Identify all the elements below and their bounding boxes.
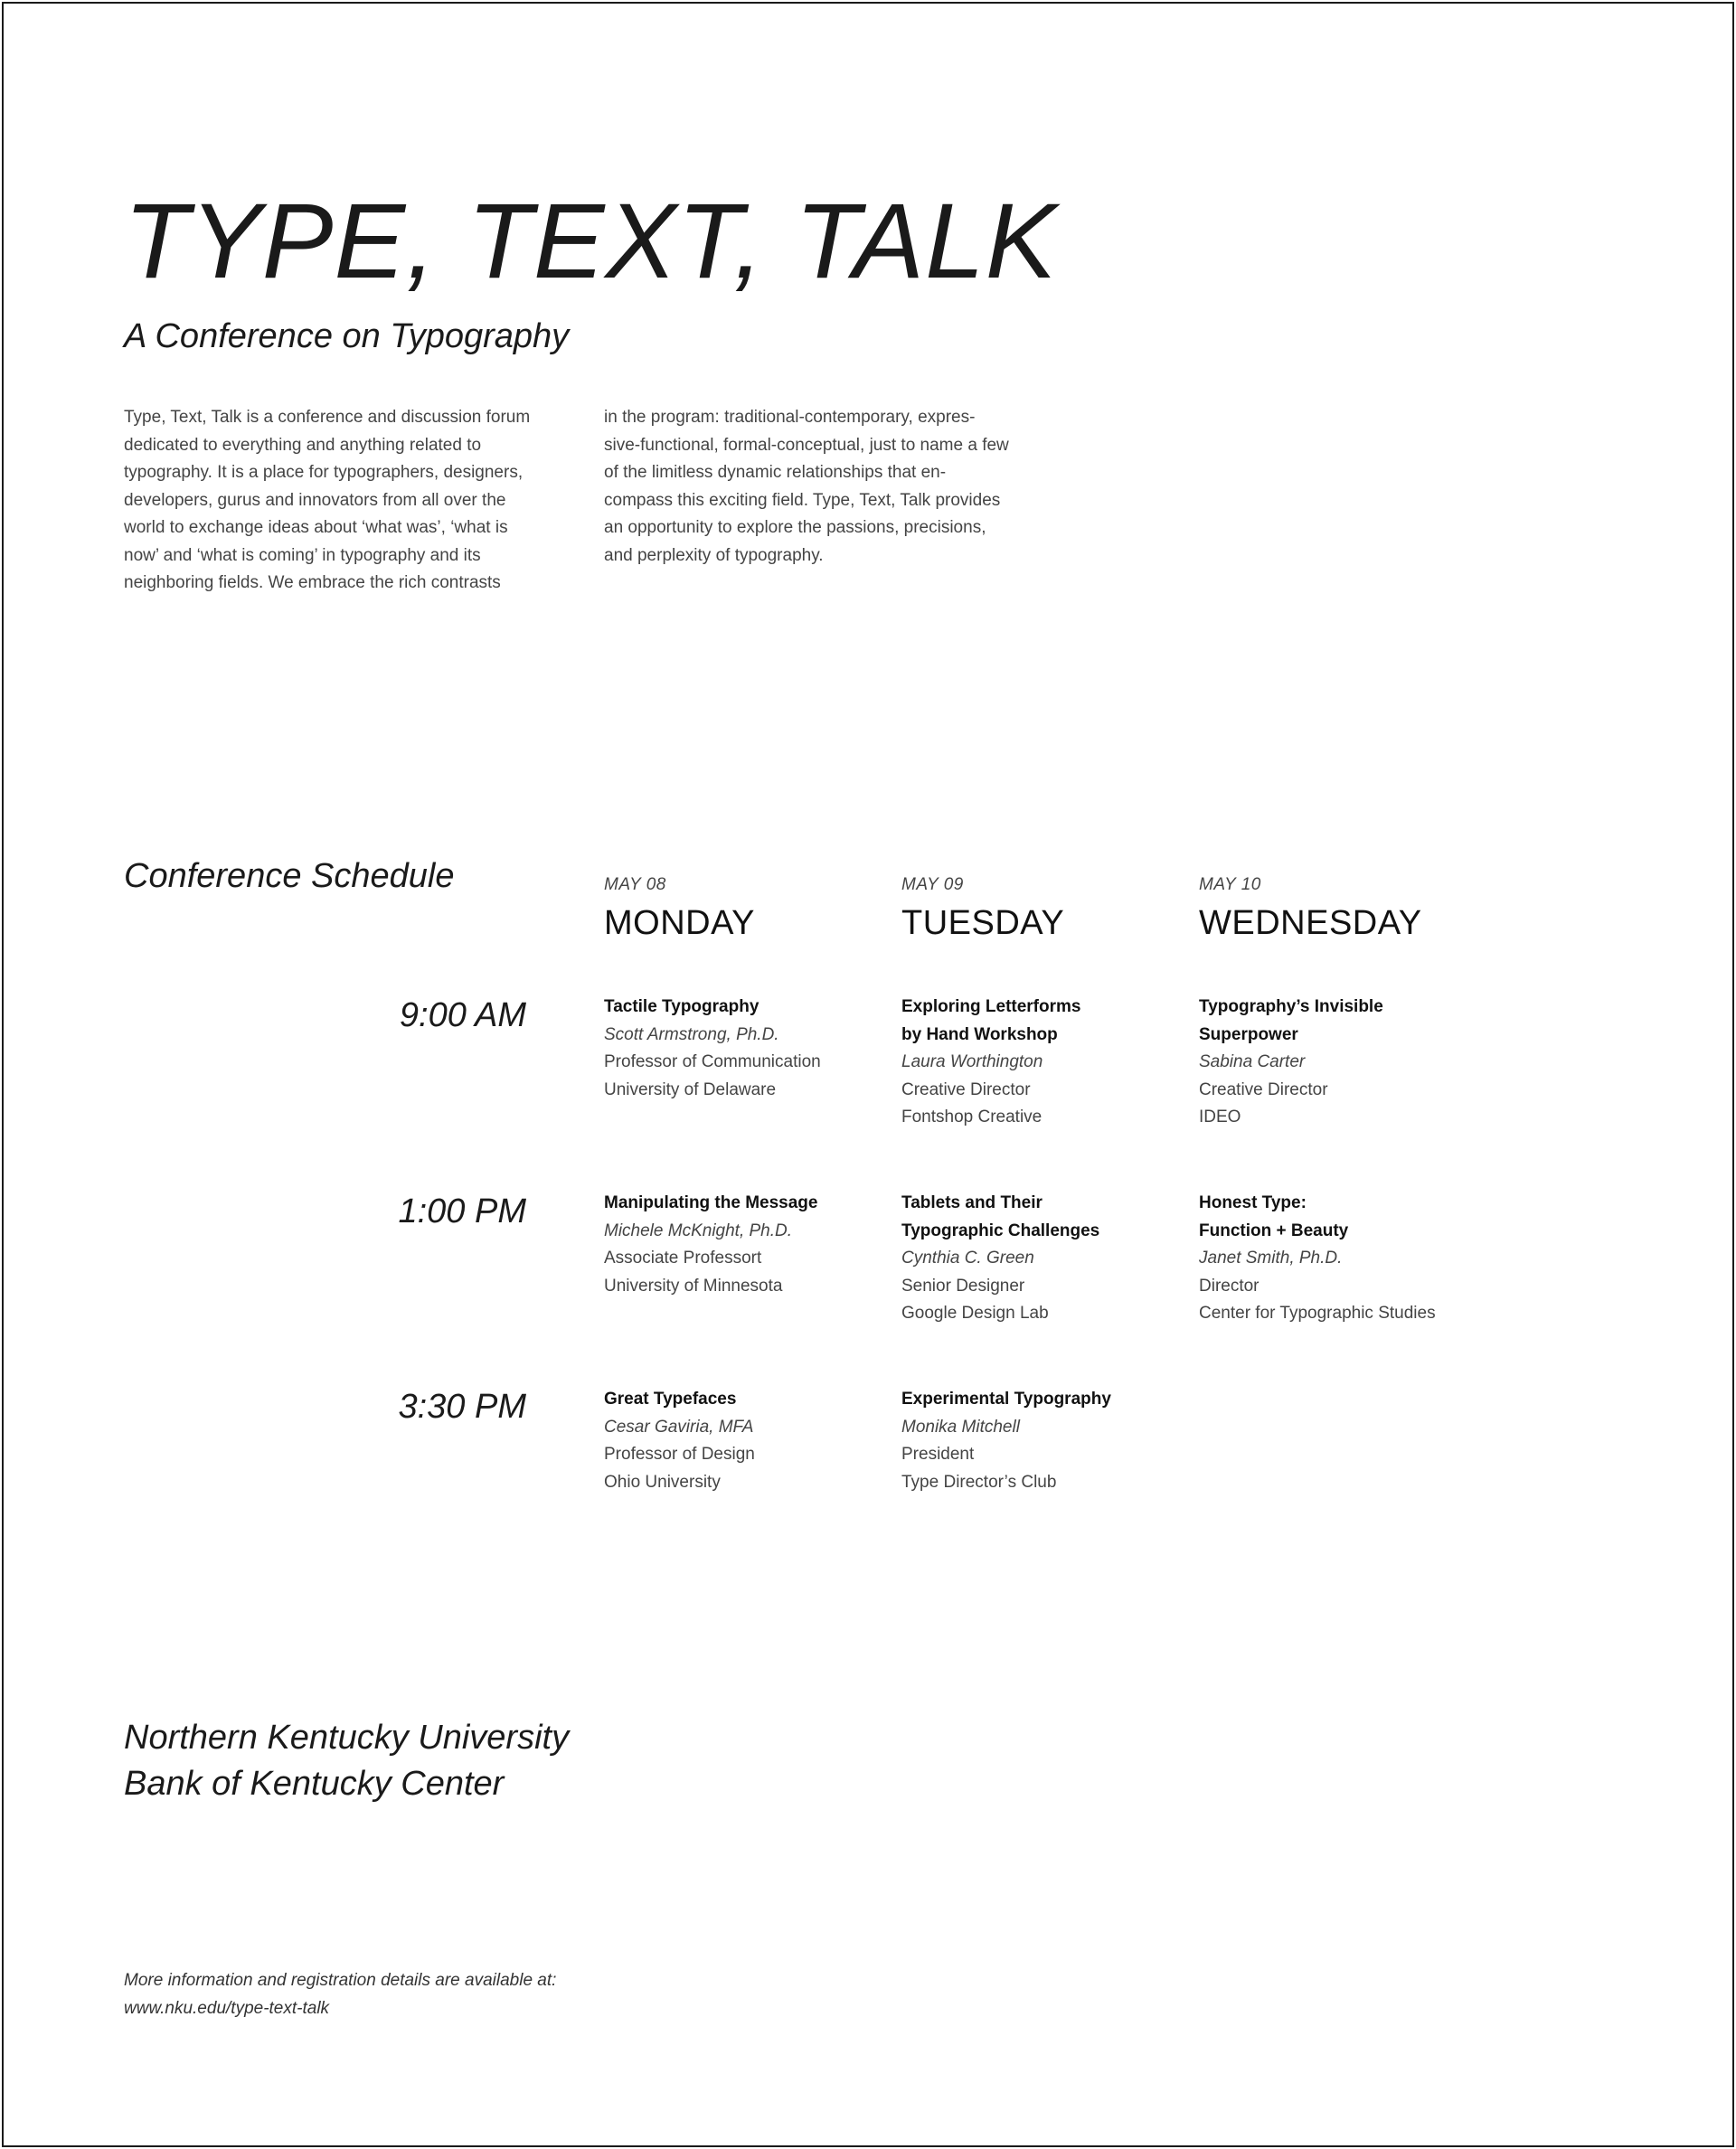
session-speaker-role: Director <box>1199 1276 1260 1296</box>
session-speaker-role: Creative Director <box>1199 1079 1328 1099</box>
session-speaker-role: Associate Professort <box>604 1249 762 1268</box>
session-title: Manipulating the Message <box>604 1193 818 1212</box>
day-header-wednesday <box>1199 872 1470 947</box>
session-speaker: Janet Smith, Ph.D. <box>1199 1249 1343 1268</box>
session-speaker-org: IDEO <box>1199 1107 1241 1126</box>
session-tuesday-330pm <box>901 1386 1182 1496</box>
session-monday-330pm <box>604 1386 884 1496</box>
day-header-tuesday <box>901 872 1173 947</box>
session-title: Experimental Typography <box>901 1390 1111 1409</box>
session-speaker-role: Professor of Communication <box>604 1052 821 1071</box>
day-date: MAY 08 <box>604 875 666 894</box>
footer-info-text: More information and registration details are available at: <box>124 1971 557 1990</box>
conference-title: TYPE, TEXT, TALK <box>124 182 1058 301</box>
session-title: Great Typefaces <box>604 1390 737 1409</box>
day-name: WEDNESDAY <box>1199 904 1422 942</box>
session-speaker: Cesar Gaviria, MFA <box>604 1417 754 1437</box>
conference-subtitle: A Conference on Typography <box>124 317 570 355</box>
day-name: MONDAY <box>604 904 755 942</box>
session-speaker-role: Creative Director <box>901 1079 1031 1099</box>
session-speaker-org: Center for Typographic Studies <box>1199 1304 1436 1323</box>
session-tuesday-9am <box>901 994 1182 1132</box>
time-slot-1pm: 1:00 PM <box>398 1192 526 1230</box>
intro-paragraph-column-2: in the program: traditional-contemporary, expres-sive-functional, formal-conceptual, just to name a few of the limitless dynamic relationships that en-compass this exciting field. Type, Text, Talk provides an opportunity to explore the passions, precisions, and perplexity of typography. <box>604 408 1009 565</box>
session-speaker-role: President <box>901 1445 975 1464</box>
session-speaker: Laura Worthington <box>901 1052 1043 1071</box>
session-title: Typography’s Invisible Superpower <box>1199 997 1383 1044</box>
session-speaker: Michele McKnight, Ph.D. <box>604 1221 793 1240</box>
footer-url: www.nku.edu/type-text-talk <box>124 1998 330 2018</box>
day-name: TUESDAY <box>901 904 1065 942</box>
day-date: MAY 09 <box>901 875 964 894</box>
time-slot-330pm: 3:30 PM <box>398 1388 526 1426</box>
session-speaker-org: University of Delaware <box>604 1079 777 1099</box>
venue-line-2: Bank of Kentucky Center <box>124 1765 505 1803</box>
session-title: Tablets and Their Typographic Challenges <box>901 1193 1100 1240</box>
session-speaker-org: Fontshop Creative <box>901 1107 1043 1126</box>
day-date: MAY 10 <box>1199 875 1261 894</box>
session-title: Honest Type: Function + Beauty <box>1199 1193 1349 1240</box>
session-speaker-org: Type Director’s Club <box>901 1472 1057 1492</box>
session-speaker: Cynthia C. Green <box>901 1249 1034 1268</box>
session-wednesday-1pm <box>1199 1190 1479 1328</box>
session-speaker-role: Professor of Design <box>604 1445 755 1464</box>
venue-line-1: Northern Kentucky University <box>124 1719 570 1757</box>
session-speaker: Scott Armstrong, Ph.D. <box>604 1024 779 1044</box>
session-wednesday-9am <box>1199 994 1479 1132</box>
schedule-heading: Conference Schedule <box>124 857 455 895</box>
session-speaker-org: Google Design Lab <box>901 1304 1049 1323</box>
day-header-monday <box>604 872 875 947</box>
session-speaker-org: University of Minnesota <box>604 1276 783 1296</box>
session-monday-9am <box>604 994 884 1104</box>
session-title: Exploring Letterforms by Hand Workshop <box>901 997 1081 1044</box>
footer-info <box>124 1967 556 2022</box>
session-speaker-role: Senior Designer <box>901 1276 1025 1296</box>
session-speaker-org: Ohio University <box>604 1472 721 1492</box>
session-tuesday-1pm <box>901 1190 1182 1328</box>
session-speaker: Monika Mitchell <box>901 1417 1020 1437</box>
venue <box>124 1715 569 1807</box>
intro-paragraph-column-1: Type, Text, Talk is a conference and discussion forum dedicated to everything and anything related to typography. It is a place for typographers, designers, developers, gurus and innovators from all over the world to exchange ideas about ‘what was’, ‘what is now’ and ‘what is coming’ in typography and its neighboring fields. We embrace the rich contrasts <box>124 408 531 592</box>
session-title: Tactile Typography <box>604 997 760 1016</box>
time-slot-9am: 9:00 AM <box>399 996 526 1034</box>
session-monday-1pm <box>604 1190 884 1300</box>
session-speaker: Sabina Carter <box>1199 1052 1306 1071</box>
